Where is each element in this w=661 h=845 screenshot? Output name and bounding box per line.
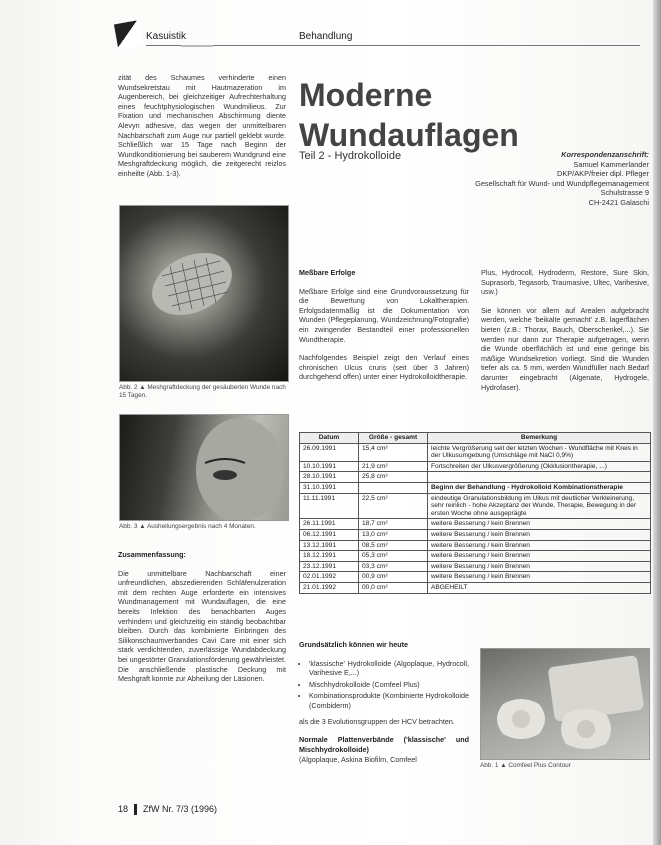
table-cell-remark: weitere Besserung / kein Brennen bbox=[428, 519, 651, 530]
table-cell-size: 13,0 cm² bbox=[359, 529, 428, 540]
evolution-paragraph: als die 3 Evolutionsgruppen der HCV betrachten. bbox=[299, 716, 455, 726]
evolution-list bbox=[299, 659, 469, 711]
table-header-row bbox=[300, 433, 651, 444]
table-cell-size: 05,3 cm² bbox=[359, 551, 428, 562]
figure-3-caption: Abb. 3 ▲ Ausheilungsergebnis nach 4 Monaten. bbox=[119, 523, 256, 530]
table-row bbox=[300, 461, 651, 472]
beispiel-paragraph: Nachfolgendes Beispiel zeigt den Verlauf eines chronischen Ulcus cruris (seit über 3 Jahren) durchgehend offen) unter einer Hydrokolloidtherapie. bbox=[299, 353, 469, 382]
table-cell-size: 15,4 cm² bbox=[359, 443, 428, 461]
table-row bbox=[300, 493, 651, 519]
therapy-course-table bbox=[299, 432, 651, 594]
table-cell-remark: weitere Besserung / kein Brennen bbox=[428, 572, 651, 583]
table-cell-remark: Fortschreiten der Ulkusvergrößerung (Okklusiontherapie, ...) bbox=[428, 461, 651, 472]
correspondence-name: Samuel Kammerlander bbox=[573, 159, 649, 169]
list-item: • Kombinationsprodukte (Kombinierte Hydrokolloide (Combiderm) bbox=[309, 691, 469, 710]
table-cell-size: 21,9 cm² bbox=[359, 461, 428, 472]
table-cell-date: 18.12.1991 bbox=[300, 551, 359, 562]
figure-3-photo bbox=[119, 414, 289, 521]
correspondence-role: DKP/AKP/freier dipl. Pfleger bbox=[556, 169, 649, 179]
grund-heading: Grundsätzlich können wir heute bbox=[299, 640, 409, 649]
table-cell-remark: eindeutige Granulationsbildung im Ulkus mit deutlicher Verkleinerung, sehr reinlich - hohe Akzeptanz der Wunde, Therapie, Bewegung in der ersten Woche ohne ausgeprägte bbox=[428, 493, 651, 519]
list-item: • Mischhydrokolloide (Comfeel Plus) bbox=[309, 680, 469, 690]
table-cell-size: 22,5 cm² bbox=[359, 493, 428, 519]
table-cell-size: 25,8 cm² bbox=[359, 472, 428, 483]
table-cell-remark: weitere Besserung / kein Brennen bbox=[428, 551, 651, 562]
article-title-line2: Wundauflagen bbox=[299, 117, 519, 153]
table-cell-date: 21.01.1992 bbox=[300, 582, 359, 593]
table-cell-date: 23.12.1991 bbox=[300, 561, 359, 572]
table-row bbox=[300, 519, 651, 530]
erfolge-paragraph: Meßbare Erfolge sind eine Grundvoraussetzung für die Bewertung von Lokaltherapien. Erfolgsdatenmäßig ist die Dokumentation von Wunden (Pflegeplanung, Wundzeichnung/Fotografie) ein zwingender Bestandteil einer professionellen Wundtherapie. bbox=[299, 286, 469, 344]
summary-block bbox=[118, 550, 286, 693]
table-cell-remark bbox=[428, 472, 651, 483]
left-intro bbox=[118, 73, 286, 188]
table-cell-size: 03,3 cm² bbox=[359, 561, 428, 572]
table-cell-date: 26.11.1991 bbox=[300, 519, 359, 530]
products-paragraph: Plus, Hydrocoll, Hydroderm, Restore, Sure Skin, Suprasorb, Tegasorb, Traumasive, Ultec, Varihesive, usw.) bbox=[481, 268, 649, 297]
figure-2-mesh-graphic bbox=[120, 206, 288, 381]
figure-2-caption: Abb. 2 ▲ Meshgraftdeckung der gesäuberten Wunde nach 15 Tagen. bbox=[119, 384, 286, 399]
correspondence-city: CH-2421 Galaschi bbox=[588, 197, 649, 207]
figure-3-face-graphic bbox=[120, 415, 288, 520]
table-header-remark: Bemerkung bbox=[428, 433, 651, 444]
table-row bbox=[300, 561, 651, 572]
table-cell-size: 00,0 cm² bbox=[359, 582, 428, 593]
table-cell-remark: weitere Besserung / kein Brennen bbox=[428, 529, 651, 540]
table-row bbox=[300, 572, 651, 583]
article-title-line1: Moderne bbox=[299, 77, 433, 113]
normale-heading: Normale Plattenverbände ('klassische' und Mischhydrokolloide) bbox=[299, 735, 469, 754]
article-subtitle: Teil 2 - Hydrokolloide bbox=[299, 150, 402, 162]
table-cell-size: 18,7 cm² bbox=[359, 519, 428, 530]
figure-2-photo bbox=[119, 205, 289, 382]
journal-issue: ZfW Nr. 7/3 (1996) bbox=[143, 804, 218, 814]
figure-1-dressings-graphic bbox=[481, 649, 649, 759]
table-row bbox=[300, 551, 651, 562]
table-cell-remark: weitere Besserung / kein Brennen bbox=[428, 540, 651, 551]
right-upper-block bbox=[481, 268, 649, 401]
footer-bar bbox=[134, 804, 137, 815]
table-cell-date: 06.12.1991 bbox=[300, 529, 359, 540]
table-row bbox=[300, 472, 651, 483]
list-item: • 'klassische' Hydrokolloide (Algoplaque, Hydrocoll, Varihesive E,...) bbox=[309, 659, 469, 678]
correspondence-block bbox=[449, 150, 649, 208]
header-rule bbox=[146, 45, 640, 46]
table-cell-date: 11.11.1991 bbox=[300, 493, 359, 519]
summary-heading: Zusammenfassung: bbox=[118, 550, 186, 559]
grund-block bbox=[299, 640, 469, 774]
normale-paragraph: (Algoplaque, Askina Biofilm, Comfeel bbox=[299, 755, 417, 765]
table-cell-size: 00,9 cm² bbox=[359, 572, 428, 583]
table-cell-remark: Beginn der Behandlung - Hydrokolloid Kombinationstherapie bbox=[428, 482, 651, 493]
table-cell-date: 26.09.1991 bbox=[300, 443, 359, 461]
header-category: Kasuistik bbox=[146, 31, 187, 42]
correspondence-address: Schulstrasse 9 bbox=[600, 188, 649, 198]
table-cell-size bbox=[359, 482, 428, 493]
correspondence-org: Gesellschaft für Wund- und Wundpflegemanagement bbox=[475, 178, 649, 188]
table-row bbox=[300, 540, 651, 551]
header-rule-accent bbox=[181, 45, 213, 47]
figure-1-caption: Abb. 1 ▲ Comfeel Plus Contour bbox=[480, 762, 571, 769]
table-cell-remark: leichte Vergrößerung seit der letzten Wochen - Wundfläche mit Kreis in der Ulkusumgebung (Umschläge mit NaCl 0,9%) bbox=[428, 443, 651, 461]
table-row bbox=[300, 582, 651, 593]
table-cell-date: 10.10.1991 bbox=[300, 461, 359, 472]
header-section: Behandlung bbox=[299, 31, 353, 42]
table-header-date: Datum bbox=[300, 433, 359, 444]
table-cell-date: 02.01.1992 bbox=[300, 572, 359, 583]
application-paragraph: Sie können vor allem auf Arealen aufgebracht werden, welche 'beikalte gemacht' z.B. lagerflächen bieten (z.B.: Thorax, Bauch, Oberschenkel,...). Sie werden nur dann zur Therapie aufgetragen, wenn die Wunde oberflächlich ist und eine geringe bis mäßige Wundsekretion vorliegt. Sind die Wunden tiefer als ca. 5 mm, werden Wundfüller nach Bedarf darunter eingebracht (Algenate, Hydrogele, Hydrofaser). bbox=[481, 305, 649, 392]
table-row bbox=[300, 482, 651, 493]
table-row bbox=[300, 529, 651, 540]
table-cell-remark: weitere Besserung / kein Brennen bbox=[428, 561, 651, 572]
article-title bbox=[299, 75, 519, 155]
table-cell-date: 31.10.1991 bbox=[300, 482, 359, 493]
page-number: 18 bbox=[118, 804, 129, 814]
summary-paragraph: Die unmittelbare Nachbarschaft einer unfreundlichen, abszedierenden Schläfenulzeration mit dem rechten Auge erforderte ein intensives Wundmanagement mit Wundauflagen, die eine bereits Infektion des benachbarten Auges verhindern und gleichzeitig ein ständig beobachtbar bleiben. Durch das kombinierte Einbringen des Silikonschaumverbandes Cavi Care mit einer sich stark verdichtenden, zuverlässige Wundabdeckung bei ungestörter Granulationsförderung gewährleistet. Die anschließende plastische Deckung mit Meshgraft konnte zur Abheilung der Läsionen. bbox=[118, 568, 286, 684]
table-cell-date: 13.12.1991 bbox=[300, 540, 359, 551]
figure-1-photo bbox=[480, 648, 650, 760]
table-header-size: Größe - gesamt bbox=[359, 433, 428, 444]
erfolge-block bbox=[299, 268, 469, 391]
page-spine-shadow bbox=[653, 0, 661, 845]
intro-paragraph: zität des Schaumes verhinderte einen Wundsekretstau mit Hautmazeration im Augenbereich, bei gleichzeitiger Aufrechterhaltung eines feuchtphysiologischen Wundmilieus. Zur Fixation und mechanischen Abschirmung diente Alevyn adhesive, das wegen der unmittelbaren Nachbarschaft zum Auge nur partiell geklebt wurde. Schließlich war 15 Tage nach Beginn der Wundkonditionierung bei sauberem Wundgrund eine Meshgraftdeckung möglich, die zeitgerecht reizlos einheilte (Abb. 1-3). bbox=[118, 73, 286, 178]
page-footer bbox=[118, 804, 217, 815]
journal-logo-icon bbox=[114, 20, 144, 50]
table-cell-size: 08,5 cm² bbox=[359, 540, 428, 551]
table-cell-date: 28.10.1991 bbox=[300, 472, 359, 483]
erfolge-heading: Meßbare Erfolge bbox=[299, 268, 356, 277]
table-row bbox=[300, 443, 651, 461]
correspondence-label: Korrespondenzanschrift: bbox=[561, 150, 649, 159]
table-cell-remark: ABGEHEILT bbox=[428, 582, 651, 593]
